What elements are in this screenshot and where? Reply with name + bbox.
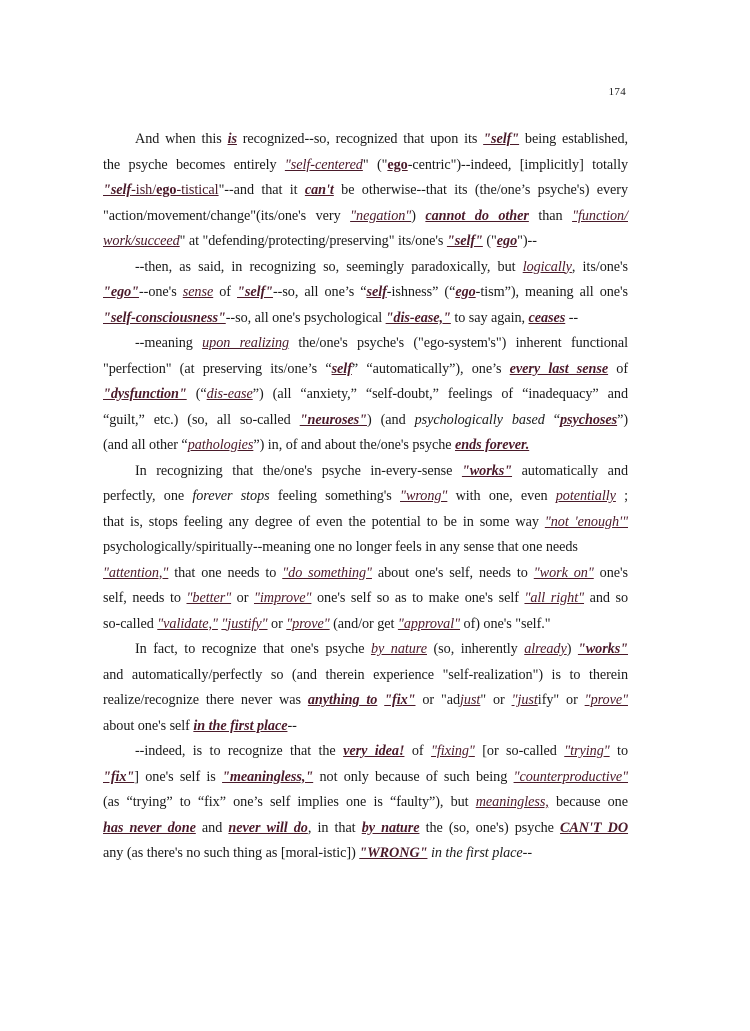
text-run: ) [411,207,426,224]
text-line [103,204,628,230]
text-run: ” “automatically”), one’s [351,360,510,377]
emphasized-text: CAN'T DO [559,819,629,836]
text-line [103,280,628,306]
emphasized-text: "fix" [103,768,135,785]
emphasized-text: "attention," [103,564,169,581]
emphasized-text: "prove" [584,692,628,708]
emphasized-text: cannot do other [425,207,529,224]
text-run: feeling something's [269,488,401,504]
emphasized-text: can't [304,182,334,198]
text-line [103,663,628,689]
text-line [103,459,628,485]
text-run: " at "defending/protecting/preserving" its/one's [179,233,447,249]
emphasized-text: ego [455,284,476,300]
emphasized-text: very idea! [343,743,405,759]
text-run: that is, stops feeling any degree of even the potential to be in some way [103,513,545,530]
emphasized-text: just [460,692,481,708]
emphasized-text: by nature [370,641,427,657]
text-run: about one's self, needs to [371,564,534,581]
text-line [103,841,628,867]
emphasized-text: logically [522,258,572,275]
text-run: the psyche becomes entirely [103,156,285,173]
emphasized-text: ends forever. [454,437,530,453]
text-run: with one, even [447,488,556,504]
text-run: --then, as said, in recognizing so, seemingly paradoxically, but [135,258,523,275]
emphasized-text: "trying" [564,743,610,759]
text-run: ] one's self is [134,768,223,785]
text-run: , its/one's [571,258,629,275]
text-run: "--and that it [218,182,305,198]
emphasized-text: "ego" [103,284,139,300]
emphasized-text: pathologies [187,437,254,453]
emphasized-text: "prove" [286,615,330,632]
text-line [103,255,628,281]
text-line [103,612,628,638]
text-line [103,765,628,791]
text-run: to [609,743,628,759]
text-run: (as “trying” to “fix” one’s self implies one is “faulty”), but [103,794,476,810]
emphasized-text: "meaningless," [222,768,314,785]
text-run: ; [615,488,629,504]
emphasized-text: "dis-ease," [385,309,451,326]
emphasized-text: "self-centered [284,156,363,173]
text-run: and automatically/perfectly so (and therein experience "self-realization") is to therein [103,666,628,683]
emphasized-text: forever stops [192,488,270,504]
text-run: be otherwise--that its (the/one’s psyche's) every [333,182,629,198]
emphasized-text: is [227,131,237,147]
emphasized-text: "works" [577,641,629,657]
text-run: because one [548,794,628,810]
emphasized-text: "self [103,182,132,198]
emphasized-text: sense [182,284,214,300]
text-run: one's [593,564,628,581]
emphasized-text: "self" [483,131,520,147]
text-run: recognized--so, recognized that upon its [236,131,484,147]
text-run: realize/recognize there never was [103,692,308,708]
text-line [103,561,628,587]
emphasized-text: "fixing" [431,743,475,759]
text-run: And when this [135,131,228,147]
text-run: (" [482,233,497,249]
text-line [103,586,628,612]
text-line [103,714,628,740]
emphasized-text: meaningless, [475,794,549,810]
text-run: (and/or get [329,615,398,632]
emphasized-text: anything to [307,692,378,708]
text-run: of [404,743,431,759]
text-run: -- [565,309,579,326]
text-run: ify" or [537,692,585,708]
text-run: -centric [407,156,451,173]
text-run: In fact, to recognize that one's psyche [135,641,371,657]
emphasized-text: "all right" [524,590,585,606]
text-run: -- [522,845,533,861]
text-run: In recognizing that the/one's psyche in-every-sense [135,462,462,479]
text-line [103,153,628,179]
text-run: automatically and [512,462,628,479]
text-run: of) one's "self." [460,615,551,632]
text-run: --so, all one's psychological [225,309,386,326]
emphasized-text: work/succeed [103,233,180,249]
emphasized-text: potentially [555,488,616,504]
emphasized-text: "self" [237,284,273,300]
emphasized-text: "just [511,692,538,708]
text-run: --indeed, is to recognize that the [135,743,344,759]
text-run: "action/movement/change"(its/one's very [103,207,351,224]
emphasized-text: "wrong" [400,488,448,504]
emphasized-text: psychologically based [414,411,545,428]
emphasized-text: self [331,360,352,377]
text-run: the (so, one's) psyche [419,819,560,836]
emphasized-text: "validate," [157,615,218,632]
emphasized-text: "do something" [282,564,372,581]
text-run: ”) in, of and about the/one's psyche [253,437,455,453]
text-line [103,433,628,459]
emphasized-text: "works" [461,462,513,479]
text-line [103,637,628,663]
emphasized-text: psychoses [559,411,618,428]
text-run: one's self so as to make one's self [311,590,525,606]
text-run: or "ad [415,692,461,708]
emphasized-text: "better" [186,590,232,606]
text-run: (so, inherently [427,641,525,657]
emphasized-text: upon realizing [202,335,290,351]
text-line [103,331,628,357]
text-run: about one's self [103,717,194,734]
emphasized-text: "self" [446,233,483,249]
text-run: “ [544,411,560,428]
emphasized-text: "fix" [384,692,416,708]
emphasized-text: dis-ease [206,386,253,402]
text-run: [or so-called [474,743,565,759]
text-run: and so [584,590,629,606]
page-number: 174 [608,86,626,98]
emphasized-text: -ish/ [131,182,157,198]
text-run: ")-- [517,233,537,249]
text-run: -- [287,717,297,734]
text-run: or [231,590,254,606]
text-run: (and all other “ [103,437,188,453]
emphasized-text: "function/ [572,207,628,224]
text-run: ”) [617,411,628,428]
emphasized-text: "counterproductive" [513,768,629,785]
text-run: perfectly, one [103,488,193,504]
text-run: --so, all one’s “ [272,284,367,300]
text-run: --one's [139,284,183,300]
text-line [103,816,628,842]
text-line [103,535,628,561]
text-run: the/one's psyche's ("ego-system's") inherent functional [289,335,628,351]
text-run: of [213,284,238,300]
text-run: not only because of such being [313,768,514,785]
emphasized-text: ego [496,233,518,249]
text-run: "perfection" (at preserving its/one’s “ [103,360,332,377]
emphasized-text: has never done [103,819,196,836]
body-text [103,127,628,867]
emphasized-text: never will do [228,819,308,836]
emphasized-text: ego [387,156,408,173]
emphasized-text: "negation" [350,207,412,224]
text-line [103,229,628,255]
text-run: , in that [307,819,362,836]
text-run: ) (and [366,411,415,428]
text-line [103,510,628,536]
text-line [103,306,628,332]
text-run: ) [566,641,578,657]
text-line [103,178,628,204]
text-run: and [195,819,229,836]
emphasized-text: "WRONG" [359,845,428,861]
text-run: to say again, [450,309,529,326]
emphasized-text: -tistical [176,182,219,198]
text-run: psychologically/spiritually--meaning one no longer feels in any sense that one needs [103,539,578,555]
text-line [103,382,628,408]
emphasized-text: "justify" [221,615,268,632]
text-run: being established, [519,131,628,147]
emphasized-text: ceases [528,309,566,326]
text-run: of [608,360,629,377]
text-line [103,408,628,434]
emphasized-text: by nature [361,819,420,836]
emphasized-text: "approval" [397,615,461,632]
text-run: ")--indeed, [implicitly] totally [450,156,629,173]
text-line [103,688,628,714]
text-run: any (as there's no such thing as [moral-istic]) [103,845,360,861]
text-run: ”) (all “anxiety,” “self-doubt,” feelings of “inadequacy” and [252,386,629,402]
text-line [103,127,628,153]
text-run: -ishness” (“ [386,284,456,300]
emphasized-text: "not 'enough'" [544,513,628,530]
emphasized-text: "self-consciousness" [103,309,226,326]
text-run: that one needs to [168,564,283,581]
emphasized-text: "dysfunction" [103,386,187,402]
text-line [103,484,628,510]
text-run: than [528,207,573,224]
emphasized-text: "work on" [533,564,594,581]
emphasized-text: in the first place [430,845,523,861]
emphasized-text: ego [156,182,177,198]
text-line [103,790,628,816]
emphasized-text: "neuroses" [299,411,367,428]
emphasized-text: in the first place [193,717,288,734]
text-run: " or [480,692,512,708]
emphasized-text: already [524,641,567,657]
text-run: self, needs to [103,590,187,606]
text-run: or [267,615,287,632]
emphasized-text: "improve" [253,590,312,606]
text-run: “guilt,” etc.) (so, all so-called [103,411,300,428]
emphasized-text: self [366,284,387,300]
text-run: so-called [103,615,158,632]
text-line [103,357,628,383]
text-line [103,739,628,765]
text-run: --meaning [135,335,203,351]
text-run: -tism”), meaning all one's [475,284,629,300]
emphasized-text: every last sense [509,360,609,377]
text-run: (“ [186,386,207,402]
text-run: " (" [362,156,388,173]
